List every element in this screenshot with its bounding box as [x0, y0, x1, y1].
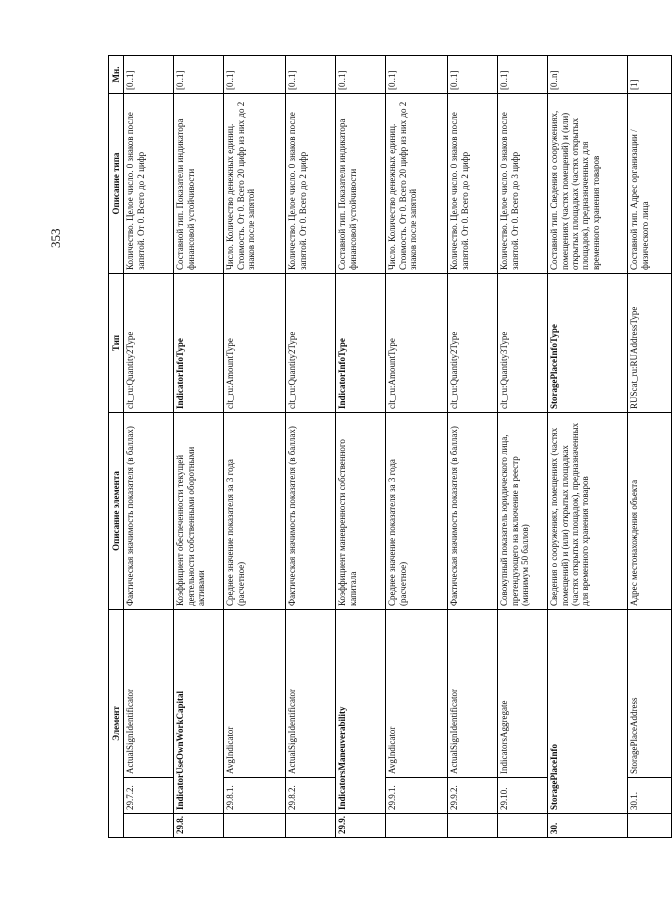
page-number: 353: [48, 228, 63, 248]
multiplicity: [1]: [628, 56, 672, 94]
element-type: clt_ru:Quantity3Type: [498, 274, 548, 413]
table-header-row: [109, 56, 124, 838]
element-description: Коэффициент обеспеченности текущей деятельности собственными оборотными активами: [174, 413, 224, 610]
header-type-description: Описание типа: [109, 94, 124, 274]
element-description: Адрес местонахождения объекта: [628, 413, 672, 610]
multiplicity: [0..1]: [286, 56, 336, 94]
table-container: [108, 55, 672, 838]
row-number: 29.9.: [336, 814, 386, 838]
header-type: Тип: [109, 274, 124, 413]
row-number: 29.7.2.: [124, 778, 174, 814]
element-type: clt_ru:AmountType: [386, 274, 448, 413]
table-row: [224, 56, 286, 838]
table-row: [336, 56, 386, 838]
element-name: ActualSignIdentificator: [124, 610, 174, 778]
table-row: [174, 56, 224, 838]
multiplicity: [0..1]: [448, 56, 498, 94]
element-name: IndicatorUseOwnWorkCapital: [174, 610, 224, 814]
table-row: [286, 56, 336, 838]
element-type: clt_ru:Quantity2Type: [124, 274, 174, 413]
element-name: ActualSignIdentificator: [286, 610, 336, 778]
table-body: [124, 56, 672, 838]
row-number: 30.: [548, 814, 628, 838]
element-name: AvgIndicator: [386, 610, 448, 778]
type-description: Количество. Целое число. 0 знаков после запятой. От 0. Всего до 2 цифр: [124, 94, 174, 274]
multiplicity: [0..1]: [174, 56, 224, 94]
element-name: StoragePlaceInfo: [548, 610, 628, 814]
row-number: 29.8.2.: [286, 778, 336, 814]
row-number: 29.9.2.: [448, 778, 498, 814]
element-name: IndicatorsManeuverability: [336, 610, 386, 814]
header-element: Элемент: [109, 610, 124, 838]
row-indent: [224, 814, 286, 838]
element-description: Среднее значение показателя за 3 года (расчетное): [386, 413, 448, 610]
element-description: Фактическая значимость показателя (в баллах): [448, 413, 498, 610]
row-indent: [124, 814, 174, 838]
multiplicity: [0..1]: [386, 56, 448, 94]
row-indent: [448, 814, 498, 838]
table-row: [386, 56, 448, 838]
row-indent: [286, 814, 336, 838]
element-description: Фактическая значимость показателя (в баллах): [124, 413, 174, 610]
row-number: 29.8.: [174, 814, 224, 838]
row-number: 29.9.1.: [386, 778, 448, 814]
element-name: StoragePlaceAddress: [628, 610, 672, 778]
multiplicity: [0..1]: [124, 56, 174, 94]
table-row: [548, 56, 628, 838]
element-description: Совокупный показатель юридического лица, претендующего на включение в реестр (минимум 50 баллов): [498, 413, 548, 610]
element-name: AvgIndicator: [224, 610, 286, 778]
type-description: Количество. Целое число. 0 знаков после запятой. От 0. Всего до 2 цифр: [286, 94, 336, 274]
table-row: [498, 56, 548, 838]
element-description: Коэффициент маневренности собственного капитала: [336, 413, 386, 610]
type-description: Количество. Целое число. 0 знаков после запятой. От 0. Всего до 2 цифр: [448, 94, 498, 274]
row-indent: [386, 814, 448, 838]
type-description: Составной тип. Сведения о сооружениях, помещениях (частях помещений) и (или) открытых площадках (частях открытых площадок), предназначенных для временного хранения товаров: [548, 94, 628, 274]
element-type: StoragePlaceInfoType: [548, 274, 628, 413]
element-type: RUScat_ru:RUAddressType: [628, 274, 672, 413]
element-type: IndicatorInfoType: [336, 274, 386, 413]
type-description: Составной тип. Адрес организации / физического лица: [628, 94, 672, 274]
element-type: clt_ru:Quantity2Type: [286, 274, 336, 413]
element-name: IndicatorsAggregate: [498, 610, 548, 778]
row-indent: [498, 814, 548, 838]
header-element-description: Описание элемента: [109, 413, 124, 610]
type-description: Составной тип. Показатели индикатора финансовой устойчивости: [336, 94, 386, 274]
table-row: [628, 56, 672, 838]
type-description: Составной тип. Показатели индикатора финансовой устойчивости: [174, 94, 224, 274]
row-number: 29.8.1.: [224, 778, 286, 814]
elements-table: [108, 55, 672, 838]
multiplicity: [0..1]: [224, 56, 286, 94]
table-row: [124, 56, 174, 838]
type-description: Число. Количество денежных единиц. Стоимость. От 0. Всего 20 цифр из них до 2 знаков после запятой: [386, 94, 448, 274]
row-indent: [628, 814, 672, 838]
type-description: Количество. Целое число. 0 знаков после запятой. От 0. Всего до 3 цифр: [498, 94, 548, 274]
multiplicity: [0..1]: [498, 56, 548, 94]
type-description: Число. Количество денежных единиц. Стоимость. От 0. Всего 20 цифр из них до 2 знаков после запятой: [224, 94, 286, 274]
element-type: IndicatorInfoType: [174, 274, 224, 413]
element-type: clt_ru:Quantity2Type: [448, 274, 498, 413]
multiplicity: [0..1]: [336, 56, 386, 94]
header-multiplicity: Мн.: [109, 56, 124, 94]
table-row: [448, 56, 498, 838]
element-name: ActualSignIdentificator: [448, 610, 498, 778]
multiplicity: [0..n]: [548, 56, 628, 94]
row-number: 30.1.: [628, 778, 672, 814]
element-description: Сведения о сооружениях, помещениях (частях помещений) и (или) открытых площадках (частях открытых площадок), предназначенных для временного хранения товаров: [548, 413, 628, 610]
element-type: clt_ru:AmountType: [224, 274, 286, 413]
element-description: Фактическая значимость показателя (в баллах): [286, 413, 336, 610]
element-description: Среднее значение показателя за 3 года (расчетное): [224, 413, 286, 610]
row-number: 29.10.: [498, 778, 548, 814]
